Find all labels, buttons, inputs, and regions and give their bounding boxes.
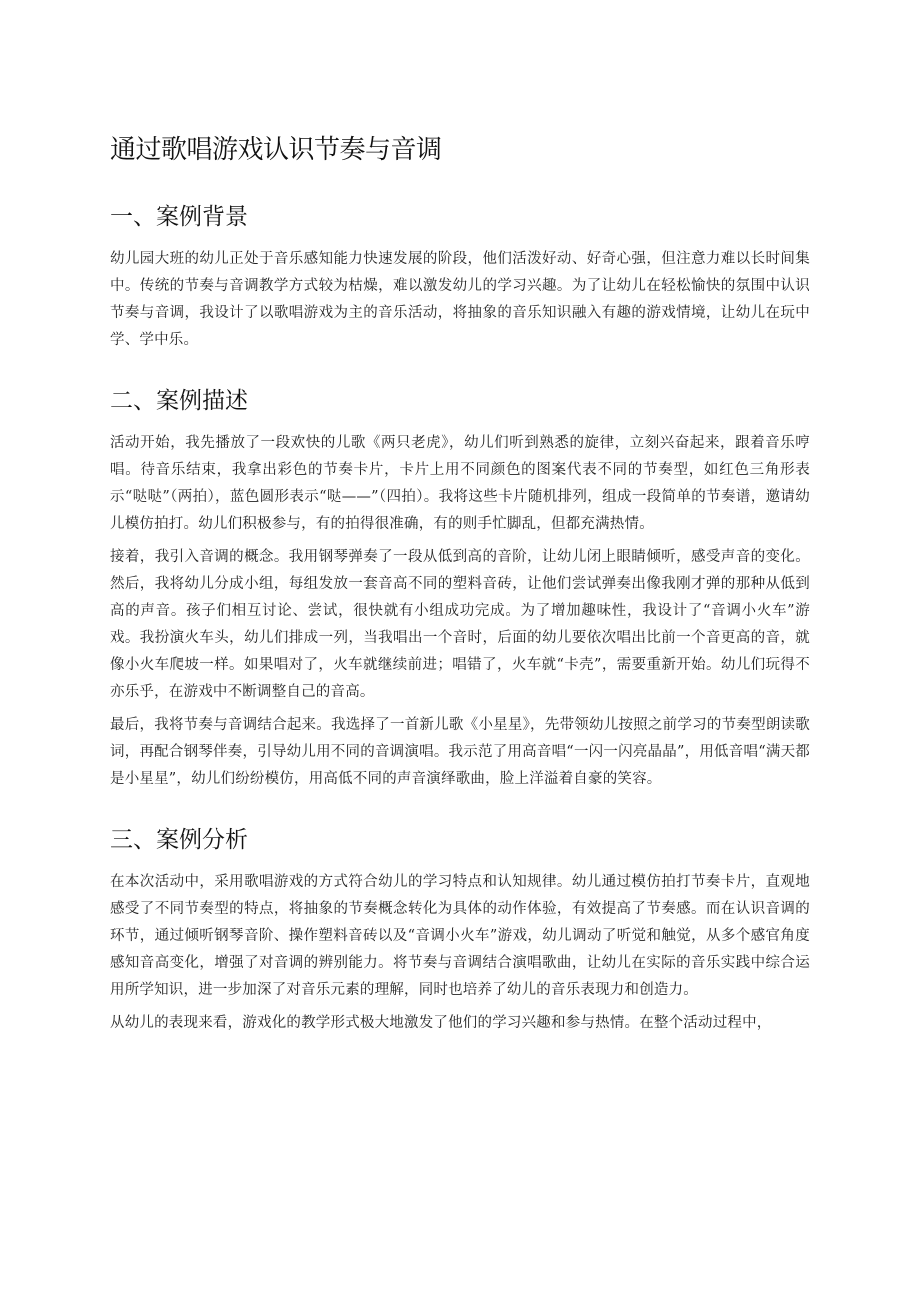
- section-heading: 三、案例分析: [110, 827, 248, 853]
- document-body: [110, 130, 810, 1067]
- paragraph: 活动开始，我先播放了一段欢快的儿歌《两只老虎》，幼儿们听到熟悉的旋律，立刻兴奋起来，跟着音乐哼唱。待音乐结束，我拿出彩色的节奏卡片，卡片上用不同颜色的图案代表不同的节奏型，如红色三角形表示“哒哒”（两拍），蓝色圆形表示“哒——”（四拍）。我将这些卡片随机排列，组成一段简单的节奏谱，邀请幼儿模仿拍打。幼儿们积极参与，有的拍得很准确，有的则手忙脚乱，但都充满热情。: [110, 435, 810, 532]
- document-title: 通过歌唱游戏认识节奏与音调: [110, 135, 442, 165]
- paragraph: 接着，我引入音调的概念。我用钢琴弹奏了一段从低到高的音阶，让幼儿闭上眼睛倾听，感受声音的变化。然后，我将幼儿分成小组，每组发放一套音高不同的塑料音砖，让他们尝试弹奏出像我刚才弹的那种从低到高的声音。孩子们相互讨论、尝试，很快就有小组成功完成。为了增加趣味性，我设计了“音调小火车”游戏。我扮演火车头，幼儿们排成一列，当我唱出一个音时，后面的幼儿要依次唱出比前一个音更高的音，就像小火车爬坡一样。如果唱对了，火车就继续前进；唱错了，火车就“卡壳”，需要重新开始。幼儿们玩得不亦乐乎，在游戏中不断调整自己的音高。: [110, 549, 810, 700]
- paragraph: 最后，我将节奏与音调结合起来。我选择了一首新儿歌《小星星》，先带领幼儿按照之前学习的节奏型朗读歌词，再配合钢琴伴奏，引导幼儿用不同的音调演唱。我示范了用高音唱“一闪一闪亮晶晶”，用低音唱“满天都是小星星”，幼儿们纷纷模仿，用高低不同的声音演绎歌曲，脸上洋溢着自豪的笑容。: [110, 717, 810, 787]
- paragraph: 在本次活动中，采用歌唱游戏的方式符合幼儿的学习特点和认知规律。幼儿通过模仿拍打节奏卡片，直观地感受了不同节奏型的特点，将抽象的节奏概念转化为具体的动作体验，有效提高了节奏感。而在认识音调的环节，通过倾听钢琴音阶、操作塑料音砖以及“音调小火车”游戏，幼儿调动了听觉和触觉，从多个感官角度感知音高变化，增强了对音调的辨别能力。将节奏与音调结合演唱歌曲，让幼儿在实际的音乐实践中综合运用所学知识，进一步加深了对音乐元素的理解，同时也培养了幼儿的音乐表现力和创造力。: [110, 874, 810, 998]
- paragraph: 从幼儿的表现来看，游戏化的教学形式极大地激发了他们的学习兴趣和参与热情。在整个活动过程中，: [110, 1015, 772, 1031]
- section-heading: 二、案例描述: [110, 388, 248, 414]
- section-description: [110, 384, 810, 793]
- paragraph: 幼儿园大班的幼儿正处于音乐感知能力快速发展的阶段，他们活泼好动、好奇心强，但注意力难以长时间集中。传统的节奏与音调教学方式较为枯燥，难以激发幼儿的学习兴趣。为了让幼儿在轻松愉快的氛围中认识节奏与音调，我设计了以歌唱游戏为主的音乐活动，将抽象的音乐知识融入有趣的游戏情境，让幼儿在玩中学、学中乐。: [110, 251, 810, 348]
- section-analysis: [110, 823, 810, 1037]
- section-background: [110, 200, 810, 354]
- section-heading: 一、案例背景: [110, 204, 248, 230]
